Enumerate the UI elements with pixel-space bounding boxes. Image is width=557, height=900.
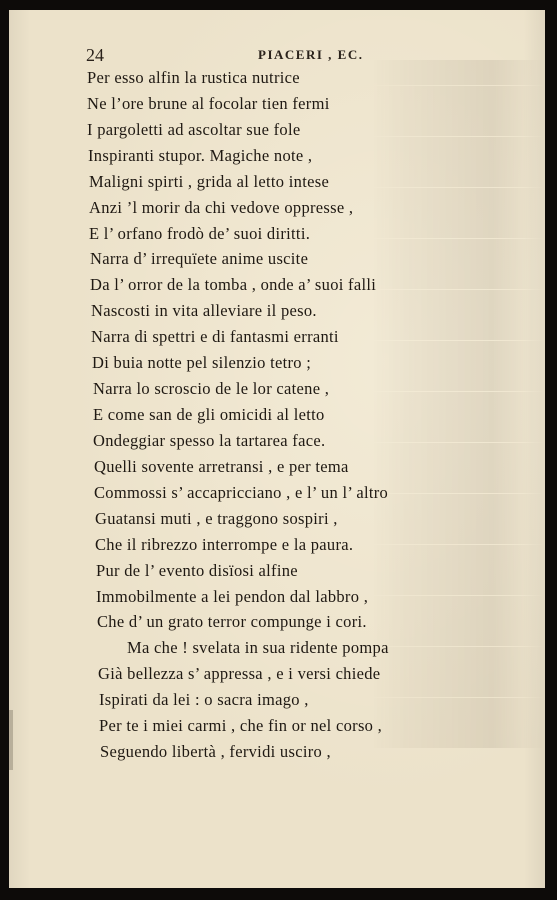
verse-line: Guatansi muti , e traggono sospiri , xyxy=(95,509,338,528)
running-head: PIACERI , EC. xyxy=(258,47,364,62)
verse-line: Ondeggiar spesso la tartarea face. xyxy=(93,431,326,450)
verse-line: Che d’ un grato terror compunge i cori. xyxy=(97,612,367,631)
book-page xyxy=(9,10,545,888)
verse-line: E l’ orfano frodò de’ suoi diritti. xyxy=(89,224,311,243)
verse-line: E come san de gli omicidi al letto xyxy=(93,405,325,424)
poem-text xyxy=(9,10,545,888)
verse-line: Ne l’ore brune al focolar tien fermi xyxy=(87,94,330,113)
verse-line: Per esso alfin la rustica nutrice xyxy=(87,68,300,87)
verse-line: Che il ribrezzo interrompe e la paura. xyxy=(95,535,354,554)
verse-line: Ispirati da lei : o sacra imago , xyxy=(99,690,309,709)
verse-line: Per te i miei carmi , che fin or nel corso , xyxy=(99,716,383,735)
verse-line: Già bellezza s’ appressa , e i versi chiede xyxy=(98,664,381,683)
page-number: 24 xyxy=(86,45,104,65)
verse-line: Da l’ orror de la tomba , onde a’ suoi falli xyxy=(90,275,377,294)
verse-line: Narra lo scroscio de le lor catene , xyxy=(93,379,330,398)
verse-line: I pargoletti ad ascoltar sue fole xyxy=(87,120,301,139)
verse-line: Inspiranti stupor. Magiche note , xyxy=(88,146,313,165)
verse-line: Pur de l’ evento disïosi alfine xyxy=(96,561,298,580)
verse-line-indented: Ma che ! svelata in sua ridente pompa xyxy=(127,638,389,657)
verse-line: Maligni spirti , grida al letto intese xyxy=(89,172,330,191)
verse-line: Seguendo libertà , fervidi usciro , xyxy=(100,742,331,761)
verse-line: Immobilmente a lei pendon dal labbro , xyxy=(96,587,369,606)
verse-line: Narra d’ irrequïete anime uscite xyxy=(90,249,309,268)
verse-line: Anzi ’l morir da chi vedove oppresse , xyxy=(89,198,354,217)
verse-line: Nascosti in vita alleviare il peso. xyxy=(91,301,317,320)
verse-line: Commossi s’ accapricciano , e l’ un l’ altro xyxy=(94,483,389,502)
verse-line: Di buia notte pel silenzio tetro ; xyxy=(92,353,312,372)
verse-line: Quelli sovente arretransi , e per tema xyxy=(94,457,349,476)
verse-line: Narra di spettri e di fantasmi erranti xyxy=(91,327,339,346)
